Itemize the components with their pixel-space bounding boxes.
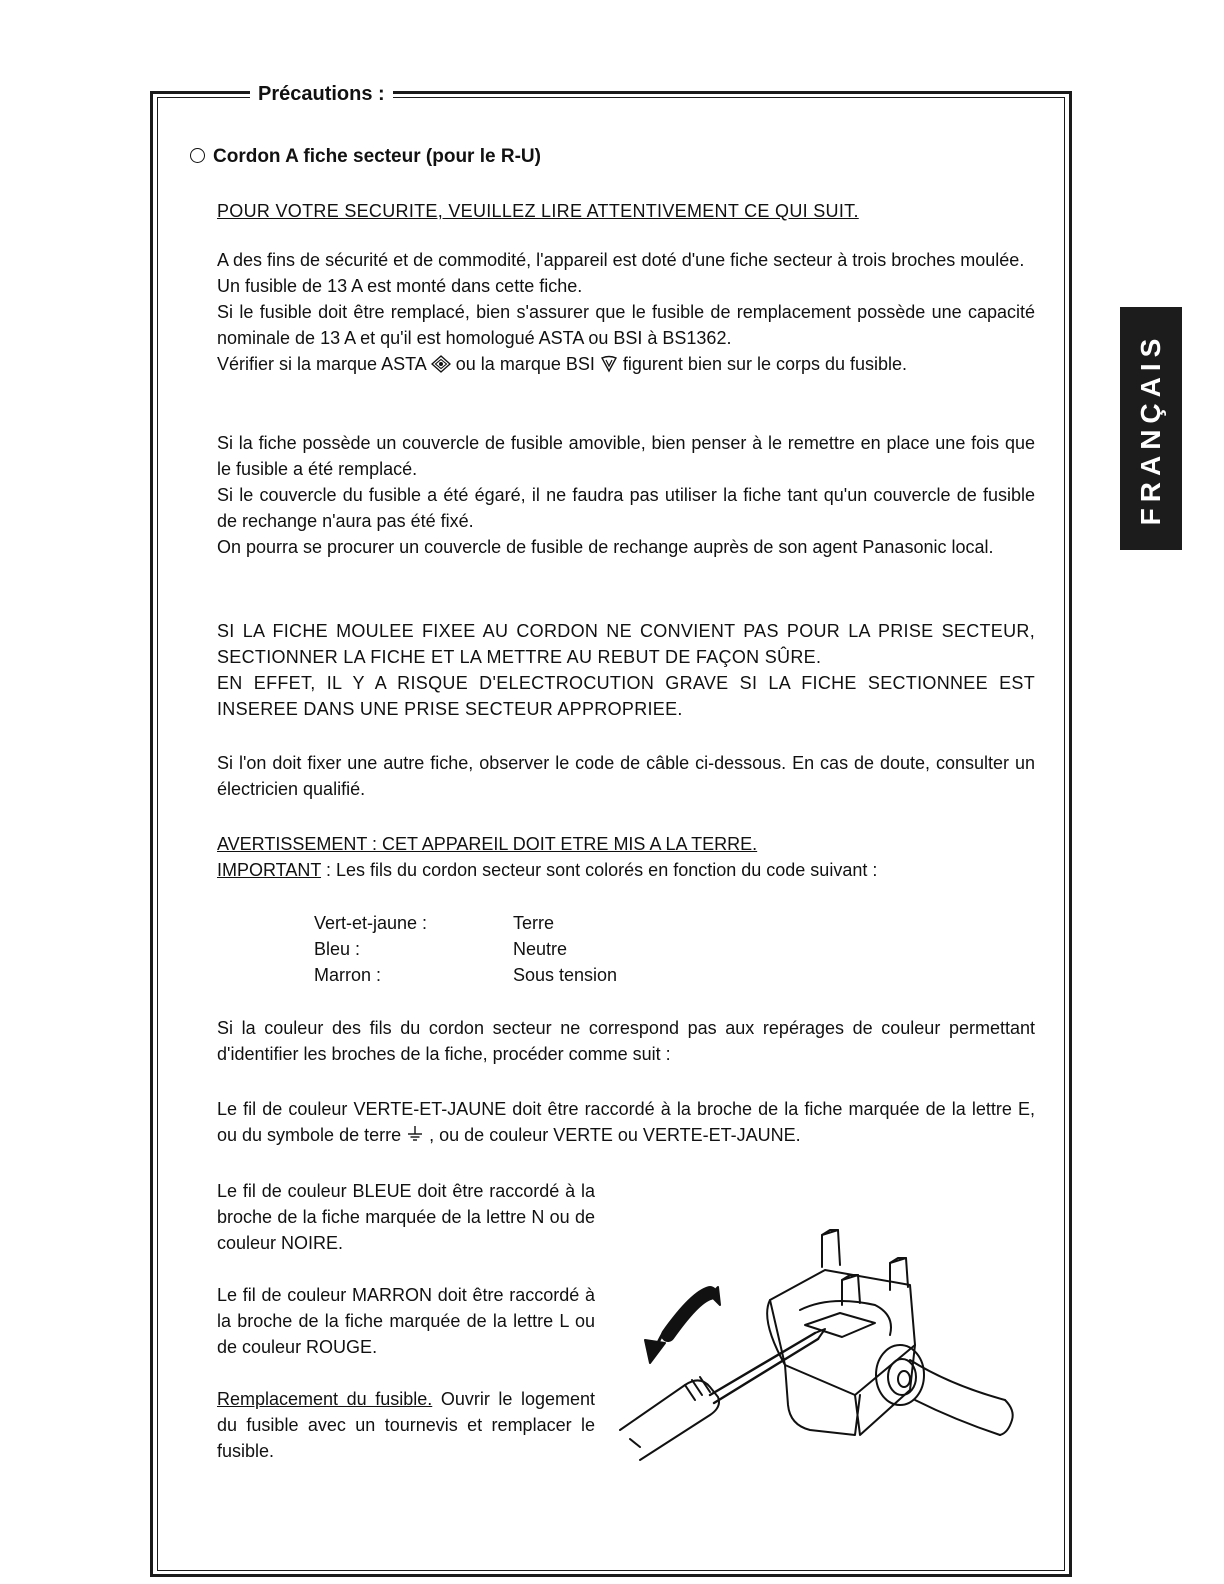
paragraph-blue-wire bbox=[217, 1178, 595, 1256]
p1-line3: Si le fusible doit être remplacé, bien s'assurer que le fusible de remplacement possède une capacité nominale de 13 A et qu'il est homologué ASTA ou BSI à BS1362. bbox=[217, 302, 1035, 348]
p1-line4 bbox=[217, 351, 1035, 377]
wire-color: Vert-et-jaune : bbox=[314, 913, 428, 933]
paragraph-brown-wire bbox=[217, 1282, 595, 1360]
section-heading-text: Cordon A fiche secteur (pour le R-U) bbox=[213, 146, 541, 167]
p2-line1: Si la fiche possède un couvercle de fusible amovible, bien penser à le remettre en place une fois que le fusible a été remplacé. bbox=[217, 433, 1035, 479]
section-heading bbox=[190, 146, 541, 168]
p9-text: Ouvrir le logement du fusible avec un tournevis et remplacer le fusible. bbox=[217, 1389, 596, 1461]
wire-code-row bbox=[314, 910, 617, 936]
p5-text: Si la couleur des fils du cordon secteur ne correspond pas aux repérages de couleur permettant d'identifier les broches de la fiche, procéder comme suit : bbox=[217, 1018, 1035, 1064]
warning-line1: AVERTISSEMENT : CET APPAREIL DOIT ETRE MIS A LA TERRE. bbox=[217, 834, 758, 854]
earth-warning bbox=[217, 831, 1035, 883]
p1-line2: Un fusible de 13 A est monté dans cette fiche. bbox=[217, 276, 583, 296]
asta-mark-icon bbox=[431, 354, 456, 374]
bsi-kitemark-icon bbox=[600, 354, 623, 374]
wire-code-row bbox=[314, 936, 617, 962]
paragraph-fuse-replacement bbox=[217, 1386, 595, 1464]
bullet-circle-icon bbox=[190, 148, 205, 163]
safety-heading-text: POUR VOTRE SECURITE, VEUILLEZ LIRE ATTENTIVEMENT CE QUI SUIT. bbox=[217, 201, 859, 221]
earth-ground-symbol-icon bbox=[406, 1125, 429, 1145]
p8-text: Le fil de couleur MARRON doit être raccordé à la broche de la fiche marquée de la lettre L ou de couleur ROUGE. bbox=[217, 1285, 595, 1357]
p3-line1: SI LA FICHE MOULEE FIXEE AU CORDON NE CONVIENT PAS POUR LA PRISE SECTEUR, SECTIONNER LA FICHE ET LA METTRE AU REBUT DE FAÇON SÛRE. bbox=[217, 621, 1035, 667]
warning-line2 bbox=[217, 857, 1035, 883]
paragraph-fuse-info bbox=[217, 247, 1035, 377]
wire-meaning: Sous tension bbox=[513, 965, 618, 985]
paragraph-green-yellow-wire bbox=[217, 1096, 1035, 1148]
plug-fuse-screwdriver-illustration bbox=[610, 1225, 1020, 1465]
frame-title: Précautions : bbox=[250, 82, 393, 106]
wire-color: Marron : bbox=[314, 965, 382, 985]
wire-code-row bbox=[314, 962, 617, 988]
safety-heading bbox=[217, 198, 1035, 224]
paragraph-color-mismatch bbox=[217, 1015, 1035, 1067]
wire-meaning: Terre bbox=[513, 913, 555, 933]
p7-text: Le fil de couleur BLEUE doit être raccordé à la broche de la fiche marquée de la lettre N ou de couleur NOIRE. bbox=[217, 1181, 595, 1253]
p1-line4c: figurent bien sur le corps du fusible. bbox=[622, 354, 908, 374]
wire-meaning: Neutre bbox=[513, 939, 568, 959]
p3-line2: EN EFFET, IL Y A RISQUE D'ELECTROCUTION GRAVE SI LA FICHE SECTIONNEE EST INSEREE DANS UNE PRISE SECTEUR APPROPRIEE. bbox=[217, 673, 1035, 719]
wire-color: Bleu : bbox=[314, 939, 361, 959]
paragraph-cut-plug-warning bbox=[217, 618, 1035, 722]
p2-line3: On pourra se procurer un couvercle de fusible de rechange auprès de son agent Panasonic local. bbox=[217, 537, 994, 557]
p6-text-b: , ou de couleur VERTE ou VERTE-ET-JAUNE. bbox=[429, 1125, 801, 1145]
paragraph-other-plug bbox=[217, 750, 1035, 802]
p6-text-a: Le fil de couleur VERTE-ET-JAUNE doit être raccordé à la broche de la fiche marquée de la lettre E, ou du symbole de terre bbox=[217, 1099, 1035, 1145]
language-side-tab bbox=[1120, 307, 1182, 550]
p1-line4b: ou la marque BSI bbox=[455, 354, 595, 374]
important-text: : Les fils du cordon secteur sont colorés en fonction du code suivant : bbox=[321, 860, 878, 880]
wire-code-table bbox=[314, 910, 617, 988]
p2-line2: Si le couvercle du fusible a été égaré, il ne faudra pas utiliser la fiche tant qu'un couvercle de fusible de rechange n'aura pas été fixé. bbox=[217, 485, 1035, 531]
language-side-tab-label: FRANÇAIS bbox=[1135, 332, 1166, 525]
important-label: IMPORTANT bbox=[217, 860, 322, 880]
p1-line1: A des fins de sécurité et de commodité, l'appareil est doté d'une fiche secteur à trois broches moulée. bbox=[217, 250, 1025, 270]
p9-label: Remplacement du fusible. bbox=[217, 1389, 433, 1409]
paragraph-fuse-cover bbox=[217, 430, 1035, 560]
p4-text: Si l'on doit fixer une autre fiche, observer le code de câble ci-dessous. En cas de doute, consulter un électricien qualifié. bbox=[217, 753, 1035, 799]
p1-line4a: Vérifier si la marque ASTA bbox=[217, 354, 426, 374]
